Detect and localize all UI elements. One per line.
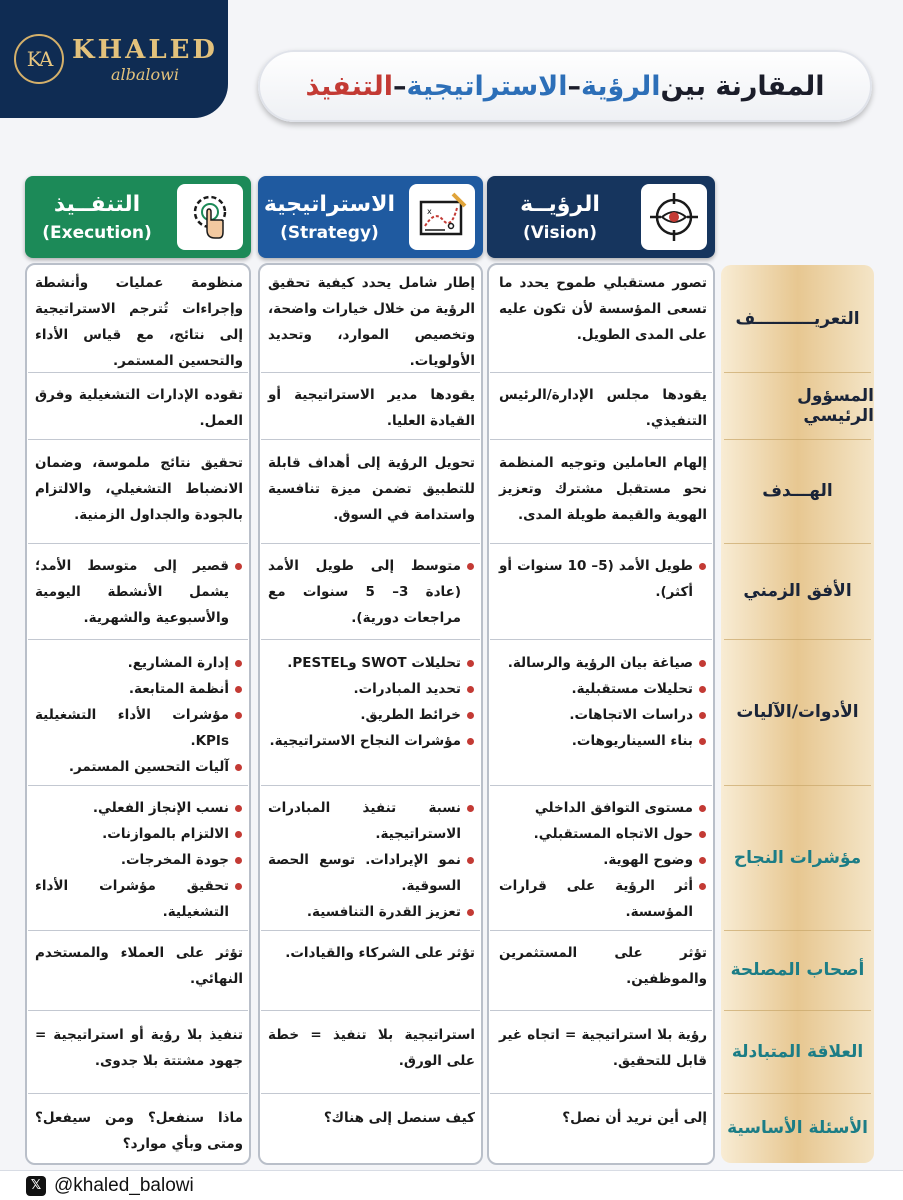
row-label-kpis: مؤشرات النجاح xyxy=(733,847,862,868)
bullet-item: آليات التحسين المستمر. xyxy=(35,754,243,780)
row-divider xyxy=(28,439,248,440)
cell-tools-strategy xyxy=(268,650,475,754)
bullet-item: مؤشرات الأداء التشغيلية KPIs. xyxy=(35,702,243,754)
cell-tools-vision xyxy=(499,650,707,754)
title-vision: الرؤية xyxy=(581,70,661,102)
row-label-horizon: الأفق الزمني xyxy=(743,581,852,601)
logo-monogram: KA xyxy=(14,34,64,84)
cell-questions-execution: ماذا سنفعل؟ ومن سيفعل؟ ومتى وبأي موارد؟ xyxy=(35,1110,243,1152)
cell-goal-execution: تحقيق نتائج ملموسة، وضمان الانضباط التشغيلي، والالتزام بالجودة والجداول الزمنية. xyxy=(35,455,243,523)
bullet-item: جودة المخرجات. xyxy=(35,847,243,873)
cell-definition-vision: تصور مستقبلي طموح يحدد ما تسعى المؤسسة لأن تكون عليه على المدى الطويل. xyxy=(499,275,707,343)
cell-stakeholders-strategy: تؤثر على الشركاء والقيادات. xyxy=(285,945,475,961)
bullet-item: خرائط الطريق. xyxy=(268,702,475,728)
cell-relation-strategy: استراتيجية بلا تنفيذ = خطة على الورق. xyxy=(268,1027,475,1069)
cell-horizon-vision xyxy=(499,553,707,605)
bullet-item: تحقيق مؤشرات الأداء التشغيلية. xyxy=(35,873,243,925)
cell-goal-strategy: تحويل الرؤية إلى أهداف قابلة للتطبيق تضمن ميزة تنافسية واستدامة في السوق. xyxy=(268,455,475,523)
title-execution: التنفيذ xyxy=(305,70,394,102)
row-divider xyxy=(261,639,480,640)
cell-stakeholders-vision: تؤثر على المستثمرين والموظفين. xyxy=(499,945,707,987)
cell-questions-strategy: كيف سنصل إلى هناك؟ xyxy=(323,1110,475,1126)
row-divider xyxy=(261,543,480,544)
cell-relation-execution: تنفيذ بلا رؤية أو استراتيجية = جهود مشتتة بلا جدوى. xyxy=(35,1027,243,1069)
cell-goal-vision: إلهام العاملين وتوجيه المنظمة نحو مستقبل مشترك وتعزيز الهوية والقيمة طويلة المدى. xyxy=(499,455,707,523)
cell-kpis-strategy xyxy=(268,795,475,925)
bullet-item: دراسات الاتجاهات. xyxy=(499,702,707,728)
row-divider xyxy=(490,639,712,640)
row-divider xyxy=(28,543,248,544)
row-divider xyxy=(490,543,712,544)
bullet-item: تحليلات مستقبلية. xyxy=(499,676,707,702)
row-divider xyxy=(490,785,712,786)
title-strategy: الاستراتيجية xyxy=(406,70,568,102)
cell-kpis-execution xyxy=(35,795,243,925)
row-divider xyxy=(490,439,712,440)
bullet-item: وضوح الهوية. xyxy=(499,847,707,873)
bullet-item: إدارة المشاريع. xyxy=(35,650,243,676)
bullet-item: صياغة بيان الرؤية والرسالة. xyxy=(499,650,707,676)
bullet-item: نسبة تنفيذ المبادرات الاستراتيجية. xyxy=(268,795,475,847)
bullet-item: أنظمة المتابعة. xyxy=(35,676,243,702)
title-intro: المقارنة بين xyxy=(660,70,825,102)
column-title-ar: الرؤيــة xyxy=(520,191,600,217)
column-title-ar: التنفــيذ xyxy=(53,191,141,217)
title-separator: – xyxy=(567,70,582,102)
cell-owner-vision: يقودها مجلس الإدارة/الرئيس التنفيذي. xyxy=(499,387,707,429)
row-label-stakeholders: أصحاب المصلحة xyxy=(730,960,865,980)
row-divider xyxy=(28,1010,248,1011)
x-logo-icon: 𝕏 xyxy=(26,1176,46,1196)
gear-hand-icon xyxy=(177,184,243,250)
row-divider xyxy=(261,439,480,440)
column-title-ar: الاستراتيجية xyxy=(263,191,396,217)
row-divider xyxy=(28,930,248,931)
column-header-execution xyxy=(25,176,251,258)
row-divider xyxy=(490,930,712,931)
bullet-item: مستوى التوافق الداخلي xyxy=(499,795,707,821)
logo-name: KHALED xyxy=(72,34,218,65)
bullet-item: نسب الإنجاز الفعلي. xyxy=(35,795,243,821)
row-label-relation: العلاقة المتبادلة xyxy=(731,1041,864,1062)
row-label-goal: الهـــدف xyxy=(762,481,833,501)
cell-definition-strategy: إطار شامل يحدد كيفية تحقيق الرؤية من خلال خيارات واضحة، وتخصيص الموارد، وتحديد الأولويات. xyxy=(268,275,475,369)
row-divider xyxy=(28,1093,248,1094)
column-header-vision xyxy=(487,176,715,258)
row-label-definition: التعريــــــــــف xyxy=(735,308,860,329)
social-handle[interactable]: @khaled_balowi xyxy=(54,1174,194,1196)
footer xyxy=(0,1170,903,1200)
bullet-item: الالتزام بالموازنات. xyxy=(35,821,243,847)
row-label-questions: الأسئلة الأساسية xyxy=(727,1118,868,1138)
cell-stakeholders-execution: تؤثر على العملاء والمستخدم النهائي. xyxy=(35,945,243,987)
cell-kpis-vision xyxy=(499,795,707,925)
brand-logo xyxy=(0,0,228,118)
bullet-item: طويل الأمد (5– 10 سنوات أو أكثر). xyxy=(499,553,707,605)
bullet-item: أثر الرؤية على قرارات المؤسسة. xyxy=(499,873,707,925)
column-title-en: (Strategy) xyxy=(280,222,379,243)
cell-tools-execution xyxy=(35,650,243,780)
row-label-tools: الأدوات/الآليات xyxy=(736,702,859,722)
row-divider xyxy=(490,1093,712,1094)
column-title-en: (Vision) xyxy=(523,222,597,243)
row-divider xyxy=(28,639,248,640)
bullet-item: تحليلات SWOT وPESTEL. xyxy=(268,650,475,676)
cell-relation-vision: رؤية بلا استراتيجية = اتجاه غير قابل للتحقيق. xyxy=(499,1027,707,1069)
cell-horizon-strategy xyxy=(268,553,475,631)
title-separator: – xyxy=(393,70,407,102)
logo-subname: albalowi xyxy=(110,64,179,84)
row-divider xyxy=(261,1093,480,1094)
page-title xyxy=(258,50,872,122)
row-divider xyxy=(490,372,712,373)
strategy-board-icon xyxy=(409,184,475,250)
row-divider xyxy=(261,930,480,931)
bullet-item: مؤشرات النجاح الاستراتيجية. xyxy=(268,728,475,754)
bullet-item: قصير إلى متوسط الأمد؛ يشمل الأنشطة اليومية والأسبوعية والشهرية. xyxy=(35,553,243,631)
column-header-strategy xyxy=(258,176,483,258)
cell-owner-strategy: يقودها مدير الاستراتيجية أو القيادة العليا. xyxy=(268,387,475,429)
column-title-en: (Execution) xyxy=(42,222,152,243)
row-divider xyxy=(490,1010,712,1011)
cell-owner-execution: تقوده الإدارات التشغيلية وفرق العمل. xyxy=(35,387,243,429)
bullet-item: تعزيز القدرة التنافسية. xyxy=(268,899,475,925)
cell-horizon-execution xyxy=(35,553,243,631)
row-label-owner: المسؤول الرئيسي xyxy=(797,385,874,426)
bullet-item: تحديد المبادرات. xyxy=(268,676,475,702)
cell-definition-execution: منظومة عمليات وأنشطة وإجراءات تُترجم الاستراتيجية إلى نتائج، مع قياس الأداء والتحسين المستمر. xyxy=(35,275,243,369)
row-divider xyxy=(28,785,248,786)
bullet-item: حول الاتجاه المستقبلي. xyxy=(499,821,707,847)
bullet-item: نمو الإيرادات. توسع الحصة السوقية. xyxy=(268,847,475,899)
row-divider xyxy=(261,785,480,786)
bullet-item: متوسط إلى طويل الأمد (عادة 3– 5 سنوات مع مراجعات دورية). xyxy=(268,553,475,631)
cell-questions-vision: إلى أين نريد أن نصل؟ xyxy=(562,1110,707,1126)
row-divider xyxy=(261,1010,480,1011)
svg-text:x: x xyxy=(427,207,432,216)
eye-target-icon xyxy=(641,184,707,250)
bullet-item: بناء السيناريوهات. xyxy=(499,728,707,754)
